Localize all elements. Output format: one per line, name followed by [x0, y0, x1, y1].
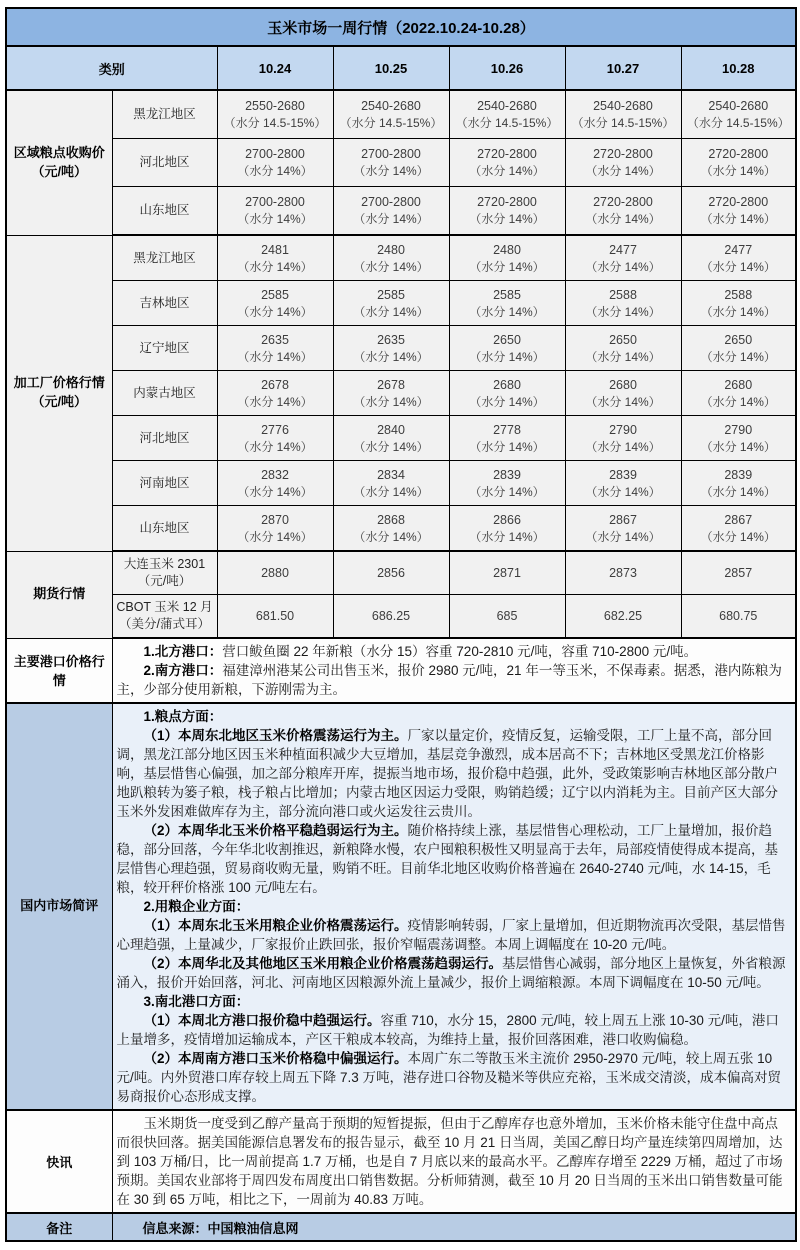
futures-row — [6, 551, 796, 595]
news-row — [6, 1110, 796, 1213]
value-cell: 2839 （水分 14%） — [681, 461, 796, 506]
value-cell: 2700-2800 （水分 14%） — [217, 187, 333, 236]
processing-price-row — [6, 371, 796, 416]
value-cell: 2477 （水分 14%） — [565, 235, 681, 281]
value-cell: 2856 — [333, 551, 449, 595]
date-header: 10.28 — [681, 46, 796, 90]
row-label: 河南地区 — [112, 461, 217, 506]
value-cell: 2480 （水分 14%） — [333, 235, 449, 281]
row-label: 山东地区 — [112, 187, 217, 236]
processing-price-row — [6, 281, 796, 326]
value-cell: 2540-2680 （水分 14.5-15%） — [333, 90, 449, 139]
review-paragraph: （2）本周华北及其他地区玉米用粮企业价格震荡趋弱运行。基层惜售心减弱，部分地区上量恢复，外省粮源涌入，报价开始回落，河北、河南地区因粮源外流上量减少，报价上调缩粮源。本周下调幅度在 10-50 元/吨。 — [116, 956, 786, 990]
value-cell: 2778 （水分 14%） — [449, 416, 565, 461]
value-cell: 2700-2800 （水分 14%） — [333, 139, 449, 187]
row-label: CBOT 玉米 12 月 （美分/蒲式耳） — [112, 595, 217, 639]
futures-section-label: 期货行情 — [6, 551, 112, 638]
value-cell: 2840 （水分 14%） — [333, 416, 449, 461]
value-cell: 2585 （水分 14%） — [333, 281, 449, 326]
value-cell: 2678 （水分 14%） — [217, 371, 333, 416]
category-header: 类别 — [6, 46, 217, 90]
value-cell: 2700-2800 （水分 14%） — [333, 187, 449, 236]
header-row — [6, 46, 796, 90]
value-cell: 2880 — [217, 551, 333, 595]
value-cell: 2635 （水分 14%） — [333, 326, 449, 371]
date-header: 10.27 — [565, 46, 681, 90]
value-cell: 2540-2680 （水分 14.5-15%） — [681, 90, 796, 139]
value-cell: 2720-2800 （水分 14%） — [565, 187, 681, 236]
value-cell: 2832 （水分 14%） — [217, 461, 333, 506]
review-content — [112, 703, 796, 1110]
review-heading: 1.粮点方面： — [143, 709, 223, 724]
row-label: 黑龙江地区 — [112, 90, 217, 139]
value-cell: 2650 （水分 14%） — [449, 326, 565, 371]
processing-price-row — [6, 461, 796, 506]
value-cell: 2720-2800 （水分 14%） — [449, 187, 565, 236]
value-cell: 2680 （水分 14%） — [681, 371, 796, 416]
value-cell: 2477 （水分 14%） — [681, 235, 796, 281]
ports-content — [112, 638, 796, 703]
value-cell: 2867 （水分 14%） — [681, 506, 796, 552]
region-purchase-section-label: 区域粮点收购价 （元/吨） — [6, 90, 112, 235]
ports-paragraph: 1.北方港口：营口鲅鱼圈 22 年新粮（水分 15）容重 720-2810 元/吨，容重 710-2800 元/吨。 — [143, 644, 698, 659]
news-section-label: 快讯 — [6, 1110, 112, 1213]
report-title: 玉米市场一周行情（2022.10.24-10.28） — [6, 8, 796, 46]
value-cell: 2839 （水分 14%） — [449, 461, 565, 506]
processing-price-row — [6, 506, 796, 552]
value-cell: 2588 （水分 14%） — [565, 281, 681, 326]
value-cell: 2871 — [449, 551, 565, 595]
value-cell: 2720-2800 （水分 14%） — [681, 139, 796, 187]
value-cell: 2720-2800 （水分 14%） — [565, 139, 681, 187]
value-cell: 2678 （水分 14%） — [333, 371, 449, 416]
row-label: 山东地区 — [112, 506, 217, 552]
value-cell: 2790 （水分 14%） — [681, 416, 796, 461]
value-cell: 681.50 — [217, 595, 333, 639]
row-label: 内蒙古地区 — [112, 371, 217, 416]
value-cell: 2680 （水分 14%） — [449, 371, 565, 416]
value-cell: 2873 — [565, 551, 681, 595]
value-cell: 682.25 — [565, 595, 681, 639]
value-cell: 2650 （水分 14%） — [681, 326, 796, 371]
value-cell: 685 — [449, 595, 565, 639]
value-cell: 2790 （水分 14%） — [565, 416, 681, 461]
row-label: 黑龙江地区 — [112, 235, 217, 281]
value-cell: 2868 （水分 14%） — [333, 506, 449, 552]
processing-price-row — [6, 416, 796, 461]
row-label: 大连玉米 2301 （元/吨） — [112, 551, 217, 595]
note-row — [6, 1213, 796, 1241]
review-paragraph: （2）本周南方港口玉米价格稳中偏强运行。本周广东二等散玉米主流价 2950-2970 元/吨，较上周五张 10 元/吨。内外贸港口库存较上周五下降 7.3 万吨，港存进口谷物及糙米等供应充裕，玉米成交清淡，成本偏高对贸易商报价心态形成支撑。 — [116, 1051, 782, 1104]
region-purchase-row — [6, 187, 796, 236]
ports-section-label: 主要港口价格行情 — [6, 638, 112, 703]
futures-row — [6, 595, 796, 639]
row-label: 辽宁地区 — [112, 326, 217, 371]
value-cell: 2480 （水分 14%） — [449, 235, 565, 281]
row-label: 吉林地区 — [112, 281, 217, 326]
value-cell: 2839 （水分 14%） — [565, 461, 681, 506]
review-section-label: 国内市场简评 — [6, 703, 112, 1110]
date-header: 10.26 — [449, 46, 565, 90]
value-cell: 2635 （水分 14%） — [217, 326, 333, 371]
value-cell: 2588 （水分 14%） — [681, 281, 796, 326]
row-label: 河北地区 — [112, 416, 217, 461]
review-paragraph: （1）本周北方港口报价稳中趋强运行。容重 710，水分 15，2800 元/吨，较上周五上涨 10-30 元/吨，港口上量增多，疫情增加运输成本，产区干粮成本较高，为维持上量，报价回落困难，港口收购偏稳。 — [116, 1013, 779, 1047]
review-paragraph: （1）本周东北玉米用粮企业价格震荡运行。疫情影响转弱，厂家上量增加，但近期物流再次受限，基层惜售心理趋强，上量减少，厂家报价止跌回张，报价窄幅震荡调整。本周上调幅度在 10-20 元/吨。 — [116, 918, 786, 952]
value-cell: 2700-2800 （水分 14%） — [217, 139, 333, 187]
value-cell: 2585 （水分 14%） — [217, 281, 333, 326]
review-paragraph: （1）本周东北地区玉米价格震荡运行为主。厂家以量定价，疫情反复，运输受限，工厂上量不高，部分回调，黑龙江部分地区因玉米种植面积减少大豆增加，基层竞争激烈，成本居高不下；吉林地区受黑龙江价格影响，基层惜售心偏强，加之部分粮库开库，提振当地市场，报价稳中趋强，此外，受政策影响吉林地区部分散户地趴粮转为篓子粮，栈子粮占比增加；内蒙古地区因运力受限，购销趋缓；辽宁以内消耗为主。目前产区大部分玉米外发困难做库存为主，部分流向港口或火运发往云贵川。 — [116, 728, 778, 819]
news-content — [112, 1110, 796, 1213]
row-label: 河北地区 — [112, 139, 217, 187]
value-cell: 2585 （水分 14%） — [449, 281, 565, 326]
value-cell: 2680 （水分 14%） — [565, 371, 681, 416]
review-paragraph: （2）本周华北玉米价格平稳趋弱运行为主。随价格持续上涨，基层惜售心理松动，工厂上量增加，报价趋稳，部分回落，今年华北收割推迟，新粮降水慢，农户囤粮积极性又明显高于去年，局部疫情使得成本提高，基层惜售心理趋强，贸易商收购无量，购销不旺。目前华北地区收购价格普遍在 2640-2740 元/吨，水 14-15，毛粮，较开秤价格涨 100 元/吨左右。 — [116, 823, 778, 895]
value-cell: 2540-2680 （水分 14.5-15%） — [565, 90, 681, 139]
review-row — [6, 703, 796, 1110]
value-cell: 2866 （水分 14%） — [449, 506, 565, 552]
value-cell: 2720-2800 （水分 14%） — [681, 187, 796, 236]
value-cell: 2540-2680 （水分 14.5-15%） — [449, 90, 565, 139]
processing-price-section-label: 加工厂价格行情 （元/吨） — [6, 235, 112, 551]
region-purchase-row — [6, 90, 796, 139]
note-content: 信息来源：中国粮油信息网 — [112, 1213, 796, 1241]
value-cell: 2776 （水分 14%） — [217, 416, 333, 461]
news-paragraph: 玉米期货一度受到乙醇产量高于预期的短暂提振，但由于乙醇库存也意外增加，玉米价格未能守住盘中高点而很快回落。据美国能源信息署发布的报告显示，截至 10 月 21 日当周，美国乙醇日均产量连续第四周增加，达到 103 万桶/日，比一周前提高 1.7 万桶，也是自 7 月底以来的最高水平。乙醇库存增至 2229 万桶，超过了市场预期。美国农业部将于周四发布周度出口销售数据。分析师猜测，截至 10 月 20 日当周的玉米出口销售数量可能在 30 到 65 万吨，相比之下，一周前为 40.83 万吨。 — [116, 1116, 783, 1207]
title-row — [6, 8, 796, 46]
region-purchase-row — [6, 139, 796, 187]
value-cell: 2650 （水分 14%） — [565, 326, 681, 371]
value-cell: 2870 （水分 14%） — [217, 506, 333, 552]
ports-row — [6, 638, 796, 703]
value-cell: 2481 （水分 14%） — [217, 235, 333, 281]
value-cell: 2857 — [681, 551, 796, 595]
note-section-label: 备注 — [6, 1213, 112, 1241]
processing-price-row — [6, 235, 796, 281]
value-cell: 680.75 — [681, 595, 796, 639]
report-table — [5, 7, 797, 1242]
review-heading: 3.南北港口方面： — [143, 994, 250, 1009]
date-header: 10.25 — [333, 46, 449, 90]
ports-paragraph: 2.南方港口：福建漳州港某公司出售玉米，报价 2980 元/吨，21 年一等玉米，不保毒素。据悉，港内陈粮为主，少部分使用新粮，下游刚需为主。 — [116, 663, 782, 697]
value-cell: 2867 （水分 14%） — [565, 506, 681, 552]
value-cell: 2834 （水分 14%） — [333, 461, 449, 506]
date-header: 10.24 — [217, 46, 333, 90]
value-cell: 2720-2800 （水分 14%） — [449, 139, 565, 187]
value-cell: 2550-2680 （水分 14.5-15%） — [217, 90, 333, 139]
review-heading: 2.用粮企业方面： — [143, 899, 250, 914]
processing-price-row — [6, 326, 796, 371]
value-cell: 686.25 — [333, 595, 449, 639]
